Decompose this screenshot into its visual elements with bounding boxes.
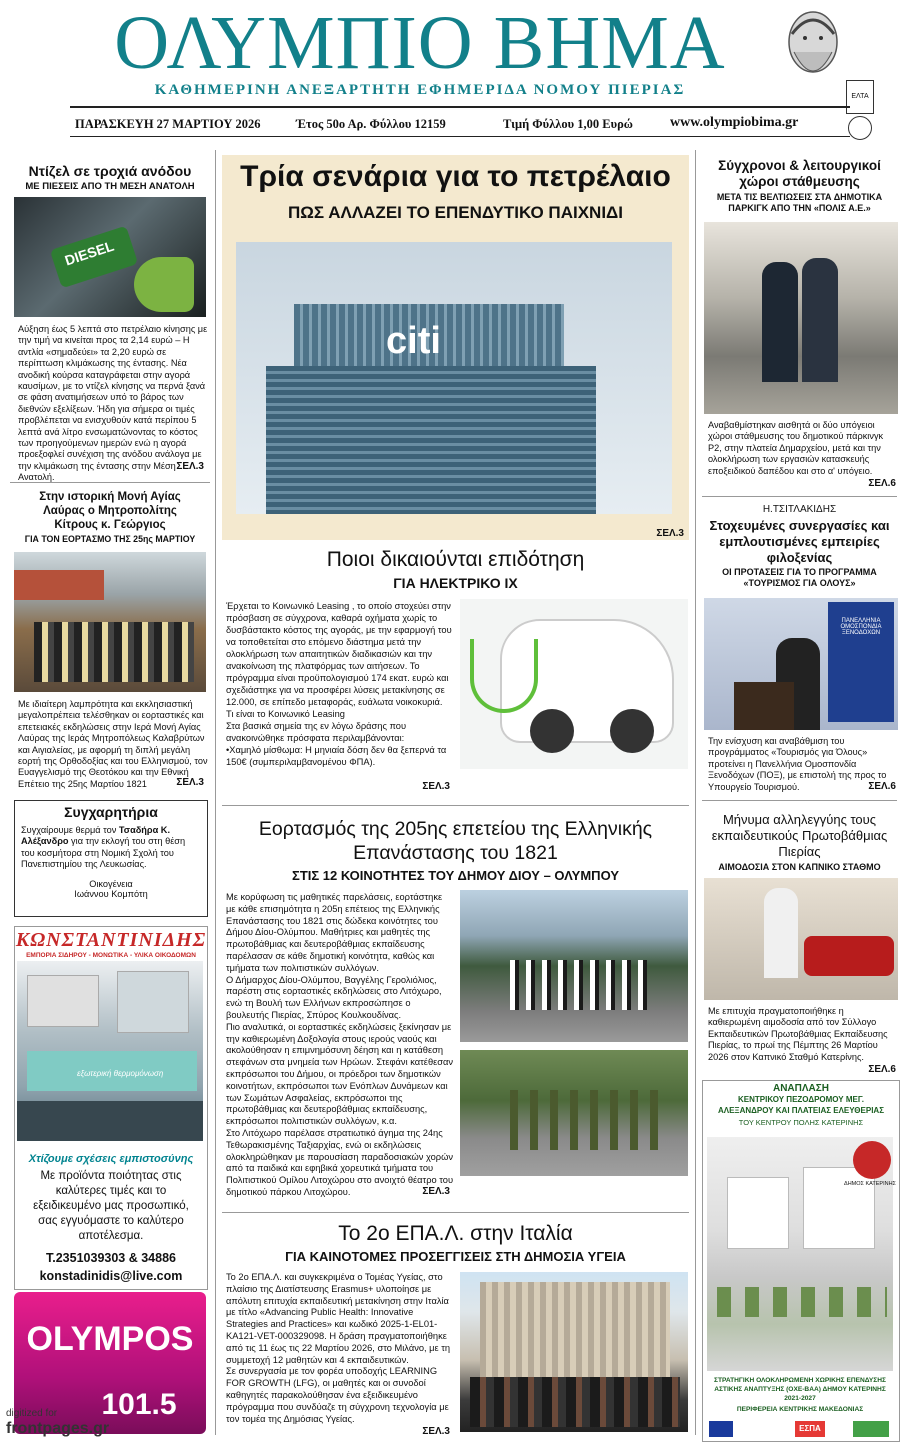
tourism-title: Στοχευμένες συνεργασίες και εμπλουτισμένες εμπειρίες φιλοξενίας	[709, 518, 890, 565]
anaplasi-title-2: ΚΕΝΤΡΙΚΟΥ ΠΕΖΟΔΡΟΜΟΥ ΜΕΓ. ΑΛΕΞΑΝΔΡΟΥ ΚΑΙ ΠΛΑΤΕΙΑΣ ΕΛΕΥΘΕΡΙΑΣ	[717, 1095, 884, 1115]
citi-building-photo	[236, 242, 672, 514]
electric-car-photo	[460, 599, 688, 769]
anaplasi-footer-1: ΣΤΡΑΤΗΓΙΚΗ ΟΛΟΚΛΗΡΩΜΕΝΗ ΧΩΡΙΚΗΣ ΕΠΕΝΔΥΣΗΣ ΑΣΤΙΚΗΣ ΑΝΑΠΤΥΞΗΣ (ΟΧΕ-ΒΑΑ) ΔΗΜΟΥ ΚΑΤΕΡΙΝΗΣ 2021-2027	[714, 1377, 886, 1402]
blood-body: Με επιτυχία πραγματοποιήθηκε η καθιερωμένη αιμοδοσία από τον Σύλλογο Εκπαιδευτικών Πρωτοβάθμιας Εκπαίδευσης Πιερίας, το πρωί της Πέμπτης 26 Μαρτίου 2026 στον Καπνικό Σταθμό Κατερίνης.	[708, 1006, 888, 1062]
digitized-credit-1: digitized for	[6, 1408, 58, 1419]
diesel-page-ref: ΣΕΛ.3	[176, 461, 204, 472]
milan-duomo-photo	[460, 1272, 688, 1432]
diesel-subtitle: ΜΕ ΠΙΕΣΕΙΣ ΑΠΟ ΤΗ ΜΕΣΗ ΑΝΑΤΟΛΗ	[25, 181, 195, 192]
diesel-nozzle-label: DIESEL	[62, 237, 116, 269]
katerini-logo	[853, 1141, 891, 1179]
divider-left-1	[10, 482, 210, 483]
masthead-rule-top	[70, 106, 850, 108]
digitized-credit-2: frontpages.gr	[6, 1420, 110, 1437]
tourism-kicker: Η.ΤΣΙΤΛΑΚΙΔΗΣ	[762, 504, 837, 515]
moni-subtitle: ΓΙΑ ΤΟΝ ΕΟΡΤΑΣΜΟ ΤΗΣ 25ης ΜΑΡΤΙΟΥ	[24, 534, 196, 544]
issue-label: Έτος 50ο Αρ. Φύλλου 12159	[296, 117, 446, 131]
congrats-box	[14, 800, 208, 917]
diesel-photo	[14, 197, 206, 317]
statue-logo	[778, 4, 848, 90]
revolution-subtitle: ΣΤΙΣ 12 ΚΟΙΝΟΤΗΤΕΣ ΤΟΥ ΔΗΜΟΥ ΔΙΟΥ – ΟΛΥΜΠΟΥ	[292, 868, 619, 883]
divider-center-1	[222, 805, 689, 806]
parking-subtitle: ΜΕΤΑ ΤΙΣ ΒΕΛΤΙΩΣΕΙΣ ΣΤΑ ΔΗΜΟΤΙΚΑ ΠΑΡΚΙΓΚ ΑΠΟ ΤΗΝ «ΠΟΛΙΣ Α.Ε.»	[716, 192, 883, 213]
divider-center-2	[222, 1212, 689, 1213]
ad-heating-label: εξωτερική θερμομόνωση	[77, 1069, 164, 1078]
ev-body: Έρχεται το Κοινωνικό Leasing , το οποίο στοχεύει στην πρόσβαση σε σύγχρονα, καθαρά οχήματα χωρίς το δυσβάστακτο κόστος της αγοράς, με την εφαρμογή του να τοποθετείται στο επόμενο διάστημα μετά την ολοκλήρωση των απαιτητικών διαδικασιών και την ανακοίνωση της πλατφόρμας των αιτήσεων. Το πρόγραμμα είναι προϋπολογισμού 174 εκατ. ευρώ και σχεδιάστηκε για να προσφέρει λύσεις μετακίνησης σε 12.000, σε επίπεδο μεταφοράς, ευάλωτα νοικοκυριά. Τι είναι το Κοινωνικό Leasing Στα βασικά σημεία της εν λόγω δράσης που ανακοινώθηκε πρόσφατα περιλαμβάνονται: •Χαμηλό μίσθωμα: Η μηνιαία δόση δεν θα ξεπερνά τα 150€ (συμπεριλαμβανομένου ΦΠΑ).	[226, 601, 452, 767]
website-link[interactable]: www.olympiobima.gr	[670, 115, 799, 130]
ad-text: Με προϊόντα ποιότητας στις καλύτερες τιμές και το εξειδικευμένο μας προσωπικό, σας εγγυόμαστε το καλύτερο αποτέλεσμα.	[33, 1170, 189, 1242]
parking-body: Αναβαθμίστηκαν αισθητά οι δύο υπόγειοι χώροι στάθμευσης του δημοτικού πάρκινγκ Ρ2, στην πλατεία Δημαρχείου, μετά και την ολοκλήρωση των εργασιών κατασκευής εποξειδικού δαπέδου και στο α' υπόγειο.	[708, 420, 884, 476]
parking-title: Σύγχρονοι & λειτουργικοί χώροι στάθμευσης	[718, 158, 881, 189]
konstantinidis-ad	[14, 926, 208, 1290]
ev-page-ref: ΣΕΛ.3	[422, 781, 450, 792]
moni-title: Στην ιστορική Μονή Αγίας Λαύρας ο Μητροπολίτης Κίτρους κ. Γεώργιος	[39, 491, 181, 531]
epal-subtitle: ΓΙΑ ΚΑΙΝΟΤΟΜΕΣ ΠΡΟΣΕΓΓΙΣΕΙΣ ΣΤΗ ΔΗΜΟΣΙΑ ΥΓΕΙΑ	[285, 1249, 626, 1264]
parking-page-ref: ΣΕΛ.6	[868, 478, 896, 489]
blood-subtitle: ΑΙΜΟΔΟΣΙΑ ΣΤΟΝ ΚΑΠΝΙΚΟ ΣΤΑΘΜΟ	[718, 862, 881, 872]
divider-right-1	[702, 496, 897, 497]
radio-name: OLYMPOS	[26, 1320, 194, 1358]
congrats-title: Συγχαρητήρια	[64, 804, 158, 820]
congrats-body: Συγχαίρουμε θερμά τον Τσαδήρα Κ. Αλέξανδρο για την εκλογή του στη θέση του κοσμήτορα στη Νομική Σχολή του Πανεπιστημίου της Λευκωσίας.	[21, 825, 186, 870]
ev-title: Ποιοι δικαιούνται επιδότηση	[326, 548, 585, 571]
parade-photo-1	[460, 890, 688, 1042]
column-divider-left	[215, 150, 216, 1435]
pox-banner-text: ΠΑΝΕΛΛΗΝΙΑ ΟΜΟΣΠΟΝΔΙΑ ΞΕΝΟΔΟΧΩΝ	[840, 618, 882, 636]
ad-photo-collage	[17, 961, 203, 1141]
eu-flag	[709, 1421, 733, 1437]
diesel-title: Ντίζελ σε τροχιά ανόδου	[28, 163, 192, 179]
tourism-page-ref: ΣΕΛ.6	[868, 781, 896, 792]
moni-page-ref: ΣΕΛ.3	[176, 777, 204, 788]
blood-title: Μήνυμα αλληλεγγύης τους εκπαιδευτικούς Πρωτοβάθμιας Πιερίας	[711, 812, 888, 859]
blood-page-ref: ΣΕΛ.6	[868, 1064, 896, 1075]
recycle-icon	[848, 116, 872, 140]
oil-subtitle: ΠΩΣ ΑΛΛΑΖΕΙ ΤΟ ΕΠΕΝΔΥΤΙΚΟ ΠΑΙΧΝΙΔΙ	[288, 203, 623, 222]
ad-brand: ΚΩΝΣΤΑΝΤΙΝΙΔΗΣ	[15, 929, 207, 951]
ad-tagline: ΕΜΠΟΡΙΑ ΣΙΔΗΡΟΥ - ΜΟΝΩΤΙΚΑ - ΥΛΙΚΑ ΟΙΚΟΔΟΜΩΝ	[26, 952, 196, 959]
revolution-body: Με κορύφωση τις μαθητικές παρελάσεις, εορτάστηκε με κάθε επισημότητα η 205η επέτειος της Ελληνικής Επανάστασης του 1821 στις δώδεκα κοινότητες του Δήμου Δίου-Ολύμπου. Μαθήτριες και μαθητές της πρωτοβάθμιας και δευτεροβάθμιας εκπαίδευσης παρέλασαν σε κάθε δημοτική κοινότητα, καθώς και τμήματα των πολιτιστικών συλλόγων. Ο Δήμαρχος Δίου-Ολύμπου, Βαγγέλης Γερολιόλιος, παρέστη στις εορταστικές εκδηλώσεις στο Λιτόχωρο, ενώ τη Βουλή των Ελλήνων εκπροσώπησε ο βουλευτής Πιερίας, Σπύρος Κουλκουδίνας. Πιο αναλυτικά, οι εορταστικές εκδηλώσεις ξεκίνησαν με την καθιερωμένη Δοξολογία στους ιερούς ναούς και ακολούθησαν η επιμνημόσυνη δέηση και η κατάθεση στεφάνων στα μνημεία των Ηρώων. Στεφάνι κατέθεσαν εκπρόσωποι του Δήμου, οι πρόεδροι των δημοτικών κοινοτήτων, εκπρόσωποι των Ενόπλων Δυνάμεων και των Σωμάτων Ασφαλείας, εκπρόσωποι της πρωτοβάθμιας και δευτεροβάθμιας εκπαίδευσης, εκπρόσωποι πολιτιστικών συλλόγων, κ.α. Στο Λιτόχωρο παρέλασε στρατιωτικό άγημα της 24ης Τεθωρακισμένης Ταξιαρχίας, ενώ οι εκδηλώσεις ολοκληρώθηκαν με παρουσίαση παραδοσιακών χορών από τα παιδικά και εφηβικά χορευτικά τμήματα του Πολιτιστικού Ομίλου Λιτοχώρου στο ανοιχτό θέατρο του δημοτικού πάρκου Λιτοχώρου.	[226, 892, 454, 1197]
epal-body: Το 2ο ΕΠΑ.Λ. και συγκεκριμένα ο Τομέας Υγείας, στο πλαίσιο της Διατίστευσης Erasmus+ υλοποίησε με απόλυτη επιτυχία εκπαιδευτική μετακίνηση στην Ιταλία με τίτλο «Advancing Public Health: Innovative Strategies and Practices» και κωδικό 2025-1-EL01-KA121-VET-000329098. Η δράση πραγματοποιήθηκε από τις 11 έως τις 22 Μαρτίου 2026, στο Μιλάνο, με τη συμμετοχή 12 μαθητών και 4 εκπαιδευτικών. Σε συνεργασία με τον φορέα υποδοχής LEARNING FOR GROWTH (LFG), οι μαθητές και οι συνοδοί καθηγητές παρακολούθησαν ένα εξειδικευμένο πρόγραμμα που συνδύαζε τη σύγχρονη τεχνολογία με τον τομέα της Δημόσιας Υγείας.	[226, 1272, 451, 1424]
column-divider-right	[695, 150, 696, 1435]
ev-subtitle: ΓΙΑ ΗΛΕΚΤΡΙΚΟ ΙΧ	[393, 575, 518, 591]
oil-page-ref: ΣΕΛ.3	[656, 528, 684, 539]
katerini-logo-label: ΔΗΜΟΣ ΚΑΤΕΡΙΝΗΣ	[844, 1181, 896, 1187]
region-logo	[853, 1421, 889, 1437]
parking-photo	[704, 222, 898, 414]
moni-photo	[14, 552, 206, 692]
espa-logo: ΕΣΠΑ	[795, 1421, 825, 1437]
anaplasi-ad	[702, 1080, 900, 1442]
masthead-title: ΟΛΥΜΠΙΟ ΒΗΜΑ	[114, 1, 726, 85]
masthead-subtitle: ΚΑΘΗΜΕΡΙΝΗ ΑΝΕΞΑΡΤΗΤΗ ΕΦΗΜΕΡΙΔΑ ΝΟΜΟΥ ΠΙΕΡΙΑΣ	[154, 82, 686, 98]
price-label: Τιμή Φύλλου 1,00 Ευρώ	[503, 117, 633, 131]
blood-donation-photo	[704, 878, 898, 1000]
tourism-body: Την ενίσχυση και αναβάθμιση του προγράμματος «Τουρισμός για Όλους» προτείνει η Πανελλήνια Ομοσπονδία Ξενοδόχων (ΠΟΞ), με επιστολή της προς το Υπουργείο Τουρισμού.	[708, 736, 887, 792]
tourism-press-photo	[704, 598, 898, 730]
date-label: ΠΑΡΑΣΚΕΥΗ 27 ΜΑΡΤΙΟΥ 2026	[75, 117, 261, 131]
diesel-body: Αύξηση έως 5 λεπτά στο πετρέλαιο κίνησης με την τιμή να κινείται προς τα 2,14 ευρώ – Η αντλία «σημαδεύει» τα 2,20 ευρώ σε περίπτωση κλιμάκωσης της έντασης. Νέα ανοδική κούρσα καταγράφεται στην αγορά καυσίμων, με το ντίζελ κίνησης να περνά ξανά σε φάση ανατιμήσεων υπό το βάρος των διεθνών εξελίξεων. Ήδη για σήμερα οι τιμές προβλέπεται να ενισχυθούν κατά περίπου 5 λεπτά ανά λίτρο ενσωματώνοντας το κόστος των προηγούμενων ημερών ενώ η αγορά προεξοφλεί συνέχιση της ανόδου ανάλογα με την κλιμάκωση της έντασης στην Μέση Ανατολή.	[18, 324, 208, 483]
citi-logo: citi	[386, 320, 441, 362]
congrats-signature-1: Οικογένεια	[89, 878, 133, 889]
oil-title: Τρία σενάρια για το πετρέλαιο	[240, 160, 671, 193]
ad-slogan: Χτίζουμε σχέσεις εμπιστοσύνης	[28, 1153, 194, 1165]
revolution-title: Εορτασμός της 205ης επετείου της Ελληνικής Επανάστασης του 1821	[258, 818, 653, 864]
tourism-subtitle: ΟΙ ΠΡΟΤΑΣΕΙΣ ΓΙΑ ΤΟ ΠΡΟΓΡΑΜΜΑ «ΤΟΥΡΙΣΜΟΣ ΓΙΑ ΟΛΟΥΣ»	[722, 567, 877, 588]
masthead-rule-bottom	[70, 136, 850, 137]
revolution-page-ref: ΣΕΛ.3	[422, 1186, 450, 1197]
divider-right-2	[702, 800, 897, 801]
congrats-name: Τσαδήρα Κ. Αλέξανδρο	[21, 825, 170, 847]
congrats-signature-2: Ιωάννου Κομπότη	[74, 888, 148, 899]
ad-email[interactable]: konstadinidis@live.com	[39, 1269, 183, 1283]
ad-phone[interactable]: Τ.2351039303 & 34886	[46, 1251, 176, 1265]
epal-title: Το 2ο ΕΠΑ.Λ. στην Ιταλία	[338, 1222, 573, 1245]
elta-stamp: ΕΛΤΑ	[846, 80, 874, 114]
moni-body: Με ιδιαίτερη λαμπρότητα και εκκλησιαστική μεγαλοπρέπεια τελέσθηκαν οι εορταστικές και επετειακές εκδηλώσεις στην Ιερά Μονή Αγίας Λαύρας της Ιεράς Μητροπόλεως Καλαβρύτων και Αιγιαλείας, με αφορμή τη διπλή μεγάλη εορτή της Ορθοδοξίας και του Ελληνισμού, τον Ευαγγελισμό της Θεοτόκου και την Εθνική Επέτειο της 25ης Μαρτίου 1821	[18, 699, 208, 789]
radio-frequency: 101.5	[101, 1388, 177, 1421]
epal-page-ref: ΣΕΛ.3	[422, 1426, 450, 1437]
parade-photo-2	[460, 1050, 688, 1176]
anaplasi-title-1: ΑΝΑΠΛΑΣΗ	[772, 1083, 829, 1094]
anaplasi-footer-2: ΠΕΡΙΦΕΡΕΙΑ ΚΕΝΤΡΙΚΗΣ ΜΑΚΕΔΟΝΙΑΣ	[736, 1406, 864, 1413]
anaplasi-title-3: ΤΟΥ ΚΕΝΤΡΟΥ ΠΟΛΗΣ ΚΑΤΕΡΙΝΗΣ	[738, 1118, 864, 1127]
